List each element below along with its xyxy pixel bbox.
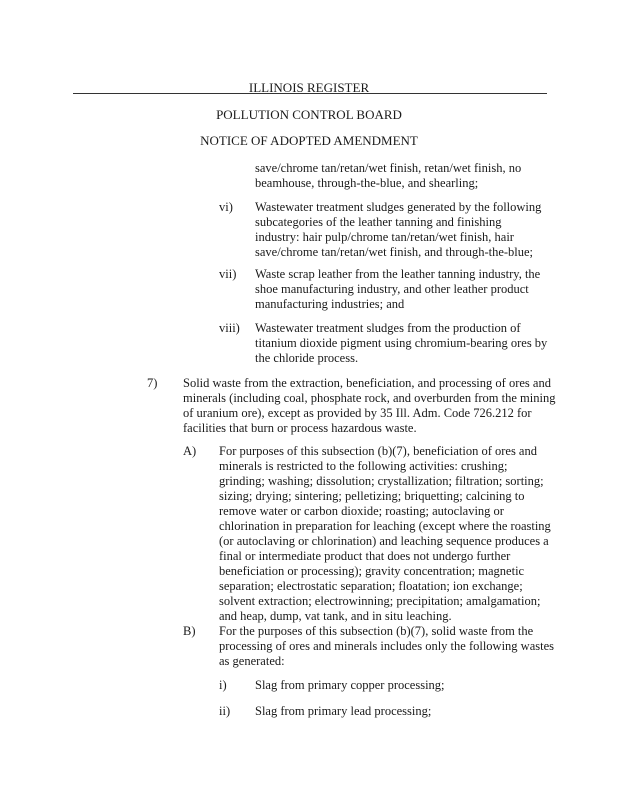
text-line: Solid waste from the extraction, beneficiation, and processing of ores and bbox=[183, 376, 551, 390]
text-line: sizing; drying; sintering; pelletizing; briquetting; calcining to bbox=[219, 489, 525, 503]
text-line: For the purposes of this subsection (b)(7), solid waste from the bbox=[219, 624, 534, 638]
text-line: remove water or carbon dioxide; roasting; autoclaving or bbox=[219, 504, 504, 518]
item-7-text bbox=[183, 376, 555, 436]
text-line: industry: hair pulp/chrome tan/retan/wet finish, hair bbox=[255, 230, 514, 244]
text-line: processing of ores and minerals includes only the following wastes bbox=[219, 639, 554, 653]
text-line: of uranium ore), except as provided by 35 Ill. Adm. Code 726.212 for bbox=[183, 406, 532, 420]
text-line: facilities that burn or process hazardous waste. bbox=[183, 421, 417, 435]
notice-title: NOTICE OF ADOPTED AMENDMENT bbox=[200, 133, 418, 148]
text-line: Slag from primary copper processing; bbox=[255, 678, 445, 692]
item-A-label: A) bbox=[183, 444, 197, 458]
text-line: Waste scrap leather from the leather tanning industry, the bbox=[255, 267, 541, 281]
item-vii-label: vii) bbox=[219, 267, 237, 281]
text-line: as generated: bbox=[219, 654, 285, 668]
text-line: titanium dioxide pigment using chromium-bearing ores by bbox=[255, 336, 548, 350]
text-line: save/chrome tan/retan/wet finish, retan/wet finish, no bbox=[255, 161, 522, 175]
continuation-text bbox=[255, 161, 521, 191]
text-line: For purposes of this subsection (b)(7), beneficiation of ores and bbox=[219, 444, 537, 458]
text-line: Slag from primary lead processing; bbox=[255, 704, 432, 718]
text-line: solvent extraction; electrowinning; precipitation; amalgamation; bbox=[219, 594, 541, 608]
item-viii-text bbox=[255, 321, 547, 366]
text-line: grinding; washing; dissolution; crystallization; filtration; sorting; bbox=[219, 474, 544, 488]
item-ii-label: ii) bbox=[219, 704, 231, 718]
register-title: ILLINOIS REGISTER bbox=[248, 80, 370, 95]
text-line: beneficiation or processing); gravity concentration; magnetic bbox=[219, 564, 525, 578]
item-vi-text bbox=[255, 200, 541, 260]
text-line: save/chrome tan/retan/wet finish, and through-the-blue; bbox=[255, 245, 534, 259]
item-B-text bbox=[219, 624, 554, 669]
text-line: minerals is restricted to the following activities: crushing; bbox=[219, 459, 508, 473]
header-divider bbox=[73, 93, 547, 94]
text-line: separation; electrostatic separation; floatation; ion exchange; bbox=[219, 579, 523, 593]
text-line: manufacturing industries; and bbox=[255, 297, 405, 311]
text-line: the chloride process. bbox=[255, 351, 359, 365]
text-line: beamhouse, through-the-blue, and shearling; bbox=[255, 176, 479, 190]
text-line: minerals (including coal, phosphate rock, and overburden from the mining bbox=[183, 391, 556, 405]
item-ii-text bbox=[255, 704, 431, 719]
item-A-text bbox=[219, 444, 551, 624]
item-B-label: B) bbox=[183, 624, 196, 638]
item-i-text bbox=[255, 678, 445, 693]
item-viii-label: viii) bbox=[219, 321, 240, 335]
item-vi-label: vi) bbox=[219, 200, 233, 214]
text-line: shoe manufacturing industry, and other leather product bbox=[255, 282, 529, 296]
item-7-label: 7) bbox=[147, 376, 158, 390]
text-line: final or intermediate product that does not undergo further bbox=[219, 549, 511, 563]
item-i-label: i) bbox=[219, 678, 227, 692]
text-line: (or autoclaving or chlorination) and leaching sequence produces a bbox=[219, 534, 549, 548]
text-line: Wastewater treatment sludges from the production of bbox=[255, 321, 521, 335]
text-line: subcategories of the leather tanning and finishing bbox=[255, 215, 502, 229]
item-vii-text bbox=[255, 267, 540, 312]
text-line: Wastewater treatment sludges generated by the following bbox=[255, 200, 542, 214]
board-title: POLLUTION CONTROL BOARD bbox=[216, 107, 402, 122]
text-line: and heap, dump, vat tank, and in situ leaching. bbox=[219, 609, 452, 623]
text-line: chlorination in preparation for leaching (except where the roasting bbox=[219, 519, 551, 533]
